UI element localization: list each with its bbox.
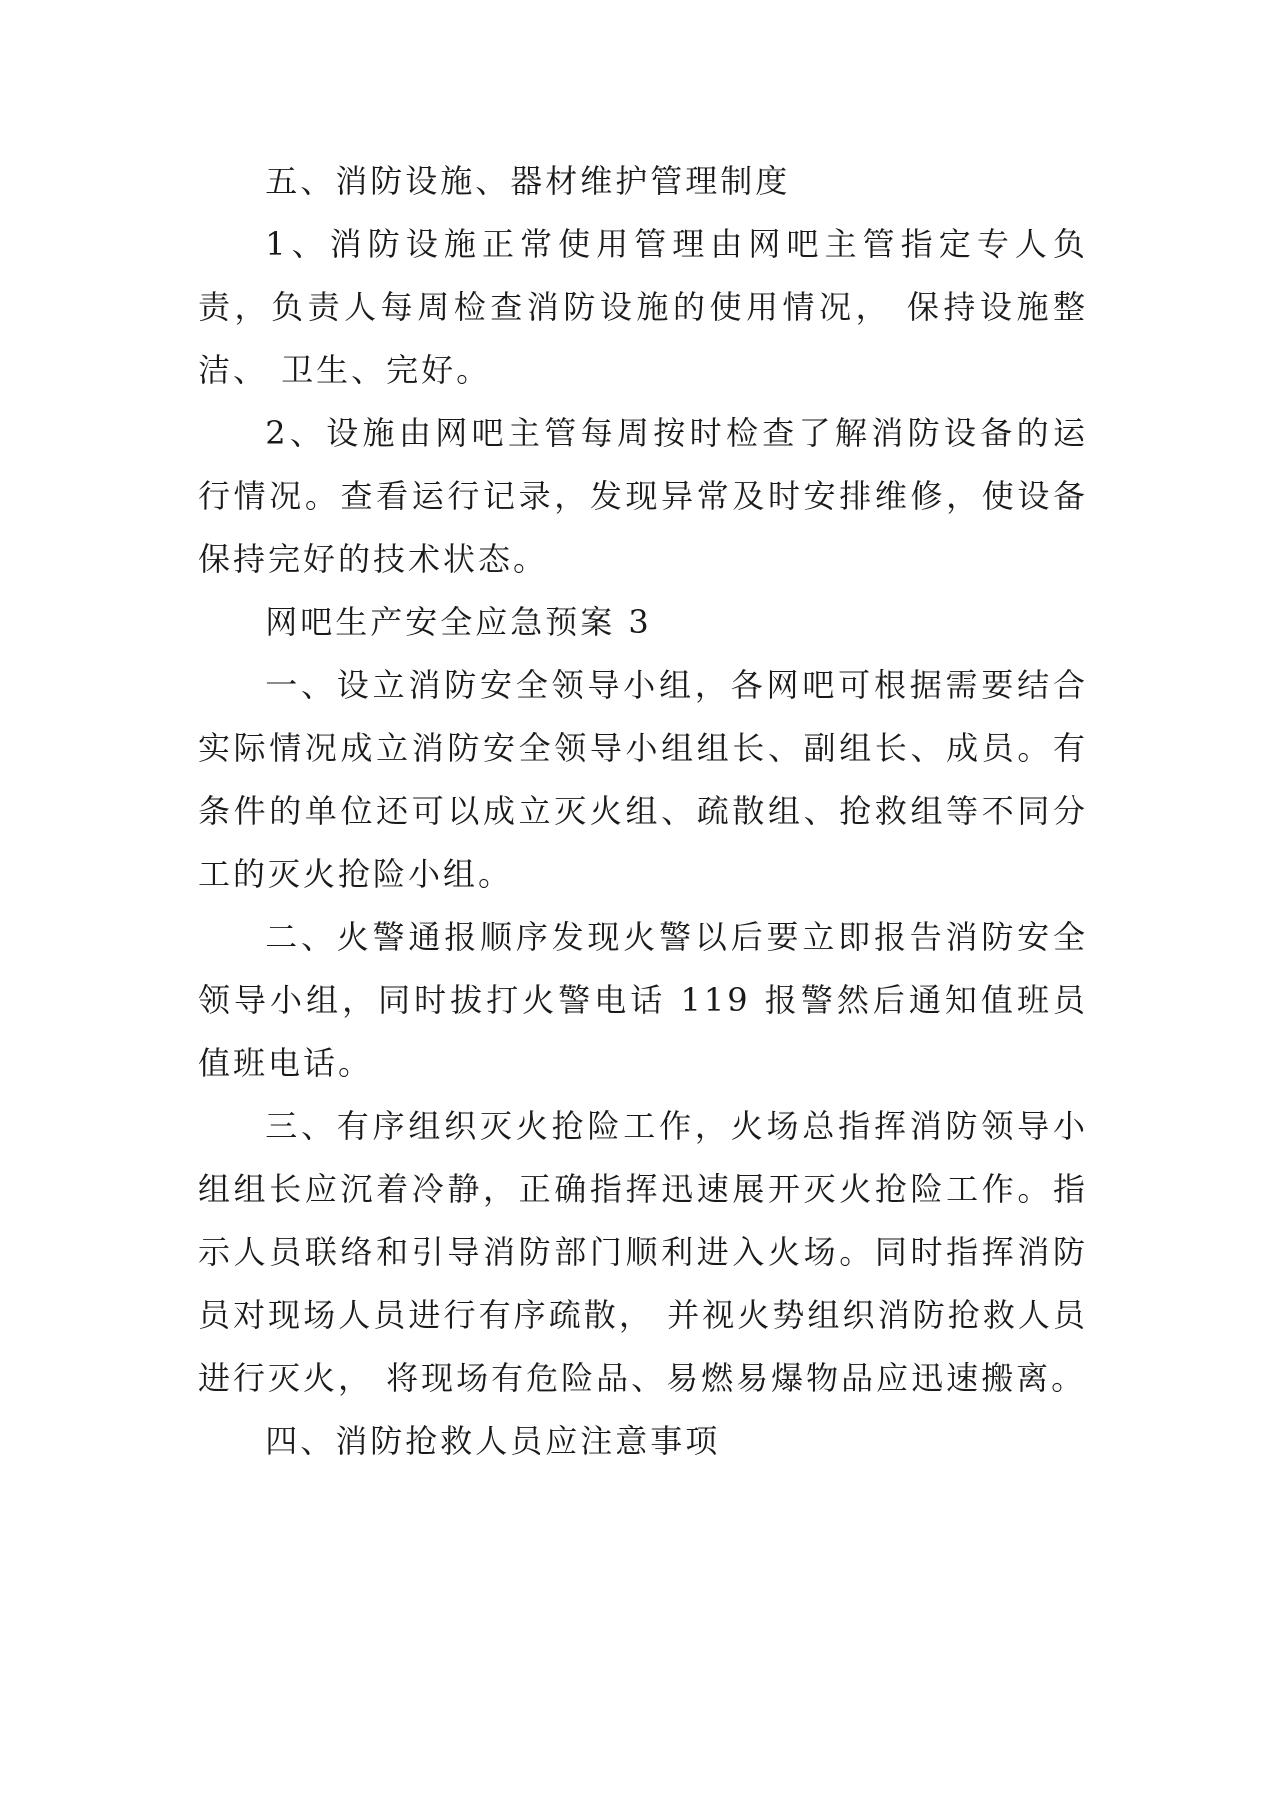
plan-item-1: 一、设立消防安全领导小组，各网吧可根据需要结合实际情况成立消防安全领导小组组长、副组长、成员。有条件的单位还可以成立灭火组、疏散组、抢救组等不同分工的灭火抢险小组。 — [198, 666, 1088, 893]
section5-item-1: 1、消防设施正常使用管理由网吧主管指定专人负责，负责人每周检查消防设施的使用情况， 保持设施整洁、 卫生、完好。 — [198, 225, 1088, 389]
section5-heading: 五、消防设施、器材维护管理制度 — [265, 162, 791, 200]
plan-item-3: 三、有序组织灭火抢险工作，火场总指挥消防领导小组组长应沉着冷静，正确指挥迅速展开灭火抢险工作。指示人员联络和引导消防部门顺利进入火场。同时指挥消防员对现场人员进行有序疏散， 并视火势组织消防抢救人员进行灭火， 将现场有危险品、易燃易爆物品应迅速搬离。 — [198, 1107, 1088, 1397]
section5-item-2: 2、设施由网吧主管每周按时检查了解消防设备的运行情况。查看运行记录，发现异常及时安排维修，使设备保持完好的技术状态。 — [198, 414, 1088, 578]
document-page — [198, 150, 1088, 1473]
plan-title: 网吧生产安全应急预案 3 — [265, 603, 652, 641]
plan-item-4: 四、消防抢救人员应注意事项 — [265, 1422, 721, 1460]
plan-item-2: 二、火警通报顺序发现火警以后要立即报告消防安全领导小组，同时拔打火警电话 119 报警然后通知值班员值班电话。 — [198, 918, 1088, 1082]
